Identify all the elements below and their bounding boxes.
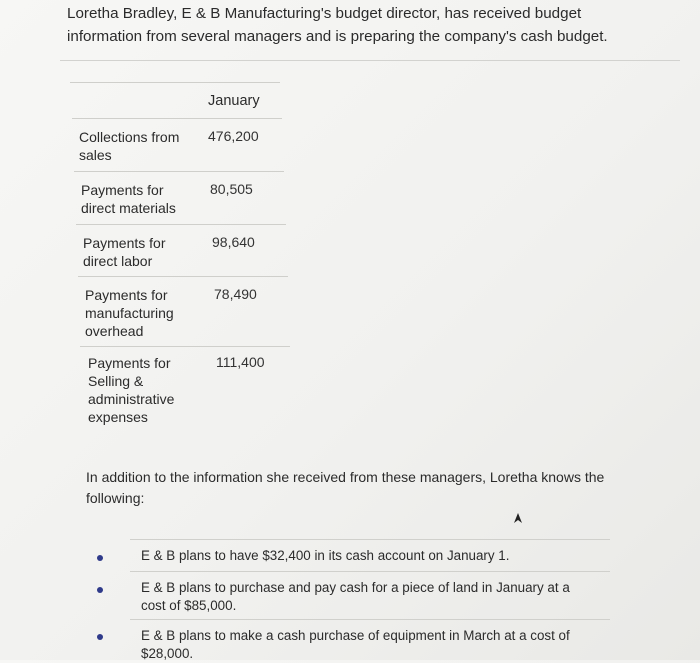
bullet-divider	[130, 571, 610, 572]
bullet-icon	[97, 634, 103, 640]
row-value-manufacturing-overhead: 78,490	[214, 286, 257, 302]
table-header-january: January	[208, 93, 260, 109]
row-label-selling-admin: Payments for Selling & administrative expenses	[88, 355, 175, 425]
additional-info-paragraph: In addition to the information she received from these managers, Loretha knows the following:	[86, 469, 605, 506]
bullet-divider	[130, 539, 610, 540]
list-item-equipment-purchase: E & B plans to make a cash purchase of equipment in March at a cost of $28,000.	[141, 628, 570, 661]
row-value-direct-labor: 98,640	[212, 234, 255, 250]
row-divider	[80, 346, 290, 347]
row-divider	[78, 276, 288, 277]
row-label-manufacturing-overhead: Payments for manufacturing overhead	[85, 287, 174, 339]
list-item-opening-cash: E & B plans to have $32,400 in its cash account on January 1.	[141, 548, 510, 563]
row-divider	[74, 171, 284, 172]
list-item-land-purchase: E & B plans to purchase and pay cash for a piece of land in January at a cost of $85,000.	[141, 580, 570, 613]
table-top-rule	[70, 82, 280, 83]
row-label-collections: Collections from sales	[79, 129, 180, 163]
bullet-divider	[130, 619, 610, 620]
bullet-icon	[97, 587, 103, 593]
bullet-icon	[97, 555, 103, 561]
intro-paragraph: Loretha Bradley, E & B Manufacturing's budget director, has received budget information from several managers and is preparing the company's cash budget.	[67, 5, 608, 45]
row-value-direct-materials: 80,505	[210, 181, 253, 197]
row-label-direct-materials: Payments for direct materials	[81, 182, 176, 216]
row-value-collections: 476,200	[208, 128, 259, 144]
row-value-selling-admin: 111,400	[216, 354, 265, 370]
table-header-rule	[72, 118, 282, 119]
row-label-direct-labor: Payments for direct labor	[83, 235, 166, 269]
row-divider	[76, 224, 286, 225]
mouse-pointer-icon	[513, 512, 523, 524]
